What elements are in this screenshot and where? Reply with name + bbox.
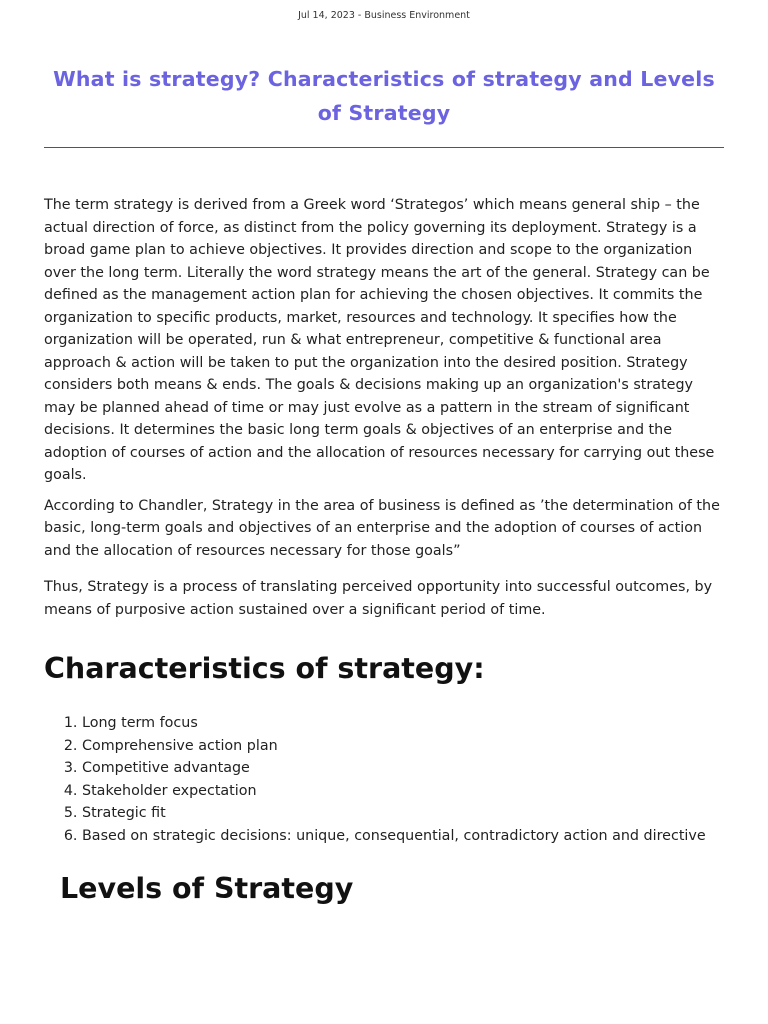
post-meta: Jul 14, 2023 - Business Environment — [298, 10, 470, 21]
levels-heading: Levels of Strategy — [60, 872, 354, 905]
list-item: 4. Stakeholder expectation — [82, 780, 724, 803]
list-item: 2. Comprehensive action plan — [82, 735, 724, 758]
chandler-paragraph: According to Chandler, Strategy in the area of business is defined as ’the determination of the basic, long-term goals and objectives of an enterprise and the adoption of courses of action and the allocation of resources necessary for those goals” — [44, 497, 720, 559]
list-item: 1. Long term focus — [82, 712, 724, 735]
summary-paragraph: Thus, Strategy is a process of translating perceived opportunity into successful outcomes, by means of purposive action sustained over a significant period of time. — [44, 579, 713, 618]
list-item: 6. Based on strategic decisions: unique, consequential, contradictory action and directive — [82, 825, 724, 848]
characteristics-heading: Characteristics of strategy: — [44, 652, 485, 685]
page-title: What is strategy? Characteristics of strategy and Levels of Strategy — [53, 67, 715, 125]
list-item: 3. Competitive advantage — [82, 757, 724, 780]
list-item: 5. Strategic fit — [82, 802, 724, 825]
title-divider — [44, 147, 724, 148]
intro-paragraph: The term strategy is derived from a Greek word ‘Strategos’ which means general ship – the actual direction of force, as distinct from the policy governing its deployment. Strategy is a broad game plan to achieve objectives. It provides direction and scope to the organization over the long term. Literally the word strategy means the art of the general. Strategy can be defined as the management action plan for achieving the chosen objectives. It commits the organization to specific products, market, resources and technology. It specifies how the organization will be operated, run & what entrepreneur, competitive & functional area approach & action will be taken to put the organization into the desired position. Strategy considers both means & ends. The goals & decisions making up an organization's strategy may be planned ahead of time or may just evolve as a pattern in the stream of significant decisions. It determines the basic long term goals & objectives of an enterprise and the adoption of courses of action and the allocation of resources necessary for carrying out these goals. — [44, 197, 715, 483]
characteristics-list — [44, 712, 724, 847]
